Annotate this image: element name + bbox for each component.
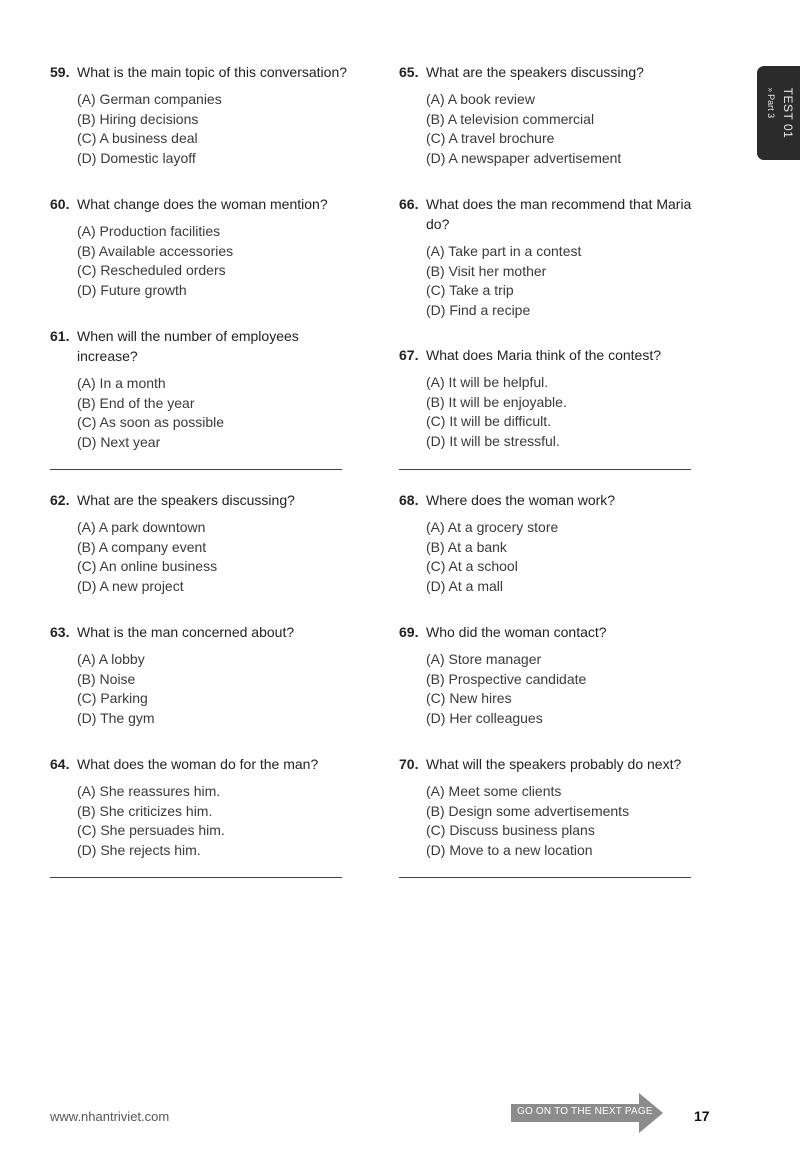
question-65 <box>399 62 699 168</box>
option-b: (B) Design some advertisements <box>426 802 630 819</box>
option-a: (A) It will be helpful. <box>426 374 549 390</box>
options-list <box>399 242 699 320</box>
option-b: (B) Prospective candidate <box>426 670 587 687</box>
question-70 <box>399 754 699 860</box>
tab-part-line <box>764 88 781 118</box>
question-text: What is the man concerned about? <box>77 624 295 640</box>
option-a: (A) In a month <box>77 375 166 391</box>
tab-test-label: TEST 01 <box>780 87 795 139</box>
question-69 <box>399 622 699 728</box>
options-list <box>399 782 699 860</box>
question-text: What are the speakers discussing? <box>77 492 295 508</box>
next-page-label: GO ON TO THE NEXT PAGE <box>517 1106 653 1117</box>
option-c: (C) Rescheduled orders <box>77 262 226 279</box>
question-text: What will the speakers probably do next? <box>426 756 682 772</box>
options-list <box>50 782 350 860</box>
question-number: 63. <box>50 624 70 640</box>
option-a: (A) German companies <box>77 91 222 107</box>
section-divider <box>50 877 342 878</box>
options-list <box>50 650 350 728</box>
option-b: (B) Visit her mother <box>426 262 547 279</box>
question-text: What are the speakers discussing? <box>426 64 644 80</box>
option-c: (C) New hires <box>426 690 512 707</box>
option-b: (B) End of the year <box>77 394 195 411</box>
page-number: 17 <box>694 1108 710 1124</box>
option-d: (D) A new project <box>77 577 184 594</box>
option-c: (C) Parking <box>77 690 148 707</box>
question-number: 70. <box>399 756 419 772</box>
question-number: 60. <box>50 196 70 212</box>
option-a: (A) She reassures him. <box>77 783 221 799</box>
option-d: (D) The gym <box>77 709 155 726</box>
section-divider <box>399 877 691 878</box>
section-divider <box>50 469 342 470</box>
option-d: (D) She rejects him. <box>77 841 201 858</box>
tab-part-label: Part 3 <box>765 94 776 119</box>
question-62 <box>50 490 350 596</box>
options-list <box>50 222 350 300</box>
options-list <box>50 518 350 596</box>
option-c: (C) She persuades him. <box>77 822 225 839</box>
option-a: (A) A lobby <box>77 651 145 667</box>
question-text: What does the man recommend that Maria do? <box>426 196 692 232</box>
option-c: (C) A travel brochure <box>426 130 555 147</box>
question-66 <box>399 194 699 320</box>
option-d: (D) Next year <box>77 433 161 450</box>
question-text: What is the main topic of this conversation? <box>77 64 348 80</box>
options-list <box>399 90 699 168</box>
question-61 <box>50 326 350 452</box>
question-number: 62. <box>50 492 70 508</box>
option-d: (D) A newspaper advertisement <box>426 149 622 166</box>
option-c: (C) It will be difficult. <box>426 413 551 430</box>
question-number: 67. <box>399 347 419 363</box>
option-b: (B) A company event <box>77 538 207 555</box>
option-a: (A) Store manager <box>426 651 542 667</box>
question-64 <box>50 754 350 860</box>
question-text: Where does the woman work? <box>426 492 616 508</box>
question-67 <box>399 345 699 451</box>
option-b: (B) A television commercial <box>426 110 595 127</box>
option-b: (B) She criticizes him. <box>77 802 213 819</box>
question-number: 66. <box>399 196 419 212</box>
question-68 <box>399 490 699 596</box>
options-list <box>50 90 350 168</box>
question-text: What does the woman do for the man? <box>77 756 319 772</box>
option-d: (D) It will be stressful. <box>426 432 560 449</box>
question-text: When will the number of employees increase? <box>77 328 299 364</box>
option-a: (A) Meet some clients <box>426 783 562 799</box>
question-text: Who did the woman contact? <box>426 624 607 640</box>
option-a: (A) At a grocery store <box>426 519 559 535</box>
option-d: (D) Move to a new location <box>426 841 593 858</box>
option-b: (B) Available accessories <box>77 242 234 259</box>
section-divider <box>399 469 691 470</box>
options-list <box>50 374 350 452</box>
question-number: 64. <box>50 756 70 772</box>
option-c: (C) Take a trip <box>426 282 514 299</box>
option-d: (D) At a mall <box>426 577 504 594</box>
section-tab <box>757 66 800 160</box>
option-a: (A) Take part in a contest <box>426 243 582 259</box>
question-59 <box>50 62 350 168</box>
option-c: (C) Discuss business plans <box>426 822 595 839</box>
option-a: (A) A park downtown <box>77 519 206 535</box>
question-63 <box>50 622 350 728</box>
option-a: (A) Production facilities <box>77 223 221 239</box>
option-c: (C) An online business <box>77 558 218 575</box>
option-d: (D) Her colleagues <box>426 709 543 726</box>
option-b: (B) It will be enjoyable. <box>426 393 567 410</box>
options-list <box>399 373 699 451</box>
option-d: (D) Domestic layoff <box>77 149 196 166</box>
option-b: (B) Hiring decisions <box>77 110 199 127</box>
option-b: (B) At a bank <box>426 538 507 555</box>
option-a: (A) A book review <box>426 91 535 107</box>
question-number: 69. <box>399 624 419 640</box>
chevron-double-right-icon: » <box>765 87 775 93</box>
question-text: What change does the woman mention? <box>77 196 328 212</box>
footer-url: www.nhantriviet.com <box>50 1109 170 1124</box>
question-number: 59. <box>50 64 70 80</box>
option-c: (C) As soon as possible <box>77 414 225 431</box>
question-60 <box>50 194 350 300</box>
option-d: (D) Find a recipe <box>426 301 531 318</box>
question-number: 68. <box>399 492 419 508</box>
next-page-banner <box>511 1093 663 1133</box>
question-text: What does Maria think of the contest? <box>426 347 662 363</box>
option-c: (C) A business deal <box>77 130 198 147</box>
question-number: 65. <box>399 64 419 80</box>
option-b: (B) Noise <box>77 670 136 687</box>
options-list <box>399 650 699 728</box>
question-number: 61. <box>50 328 70 344</box>
option-d: (D) Future growth <box>77 281 187 298</box>
option-c: (C) At a school <box>426 558 518 575</box>
options-list <box>399 518 699 596</box>
